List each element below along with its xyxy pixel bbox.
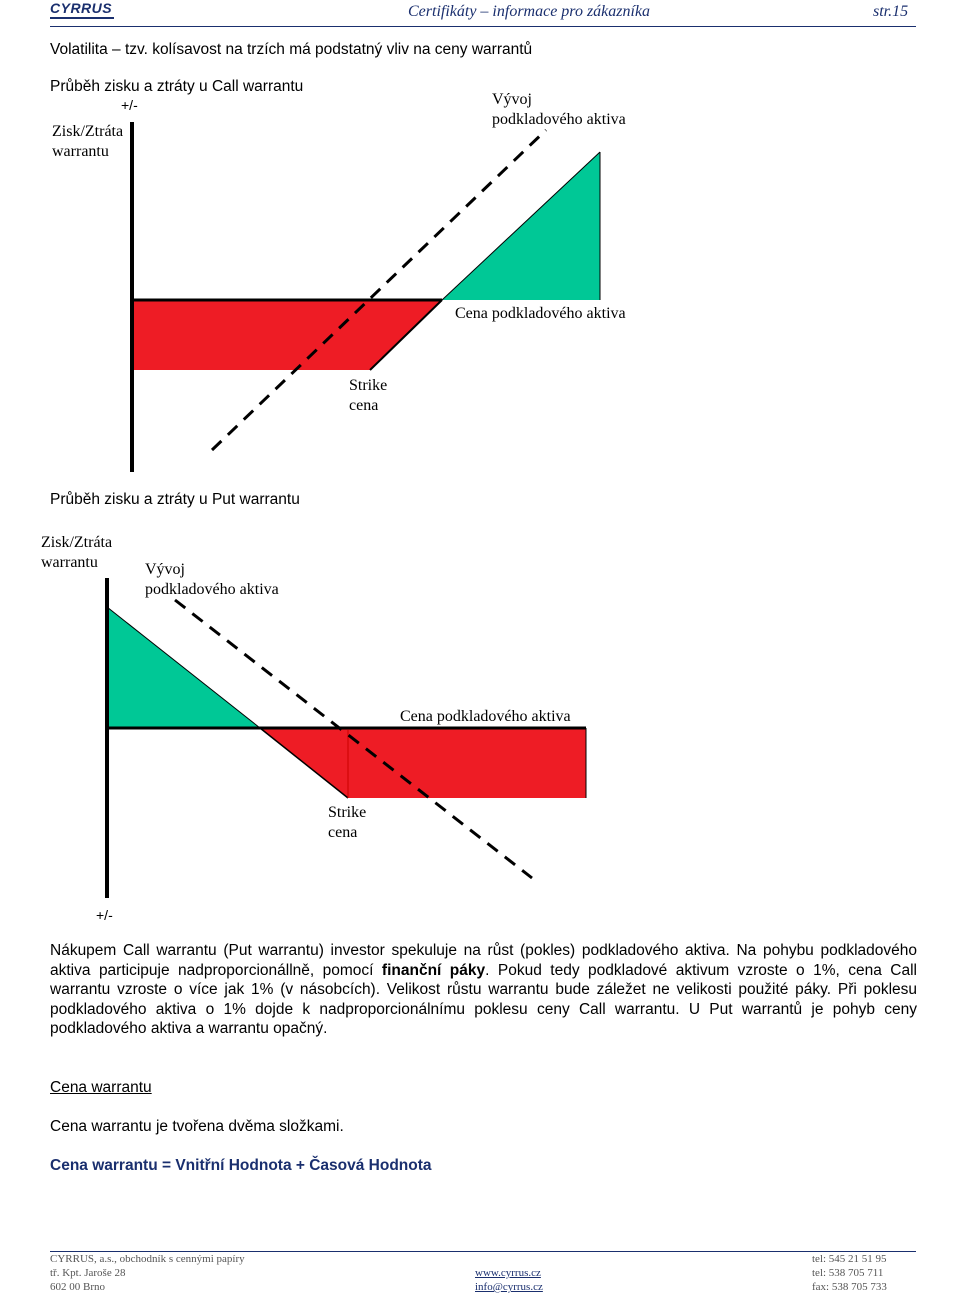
- header-title: Certifikáty – informace pro zákazníka: [408, 3, 651, 20]
- call-y-label-1: Zisk/Ztráta: [52, 123, 124, 140]
- put-y-label-1: Zisk/Ztráta: [41, 534, 113, 551]
- call-chart: [132, 122, 600, 472]
- footer-email-link[interactable]: info@cyrrus.cz: [475, 1281, 543, 1293]
- put-strike-label-2: cena: [328, 824, 358, 841]
- footer-divider: [50, 1251, 916, 1252]
- put-underlying-label-2: podkladového aktiva: [145, 581, 279, 598]
- footer-company: CYRRUS, a.s., obchodník s cennými papíry: [50, 1253, 245, 1265]
- paragraph-part-1: Nákupem Call warrantu (Put warrantu) investor spekuluje na růst (pokles) podkladového aktiva. Na pohybu podkladového aktiva participuje nadproporcionállně, pomocí: [50, 942, 917, 979]
- footer-fax: fax: 538 705 733: [812, 1281, 887, 1293]
- footer-tel-2: tel: 538 705 711: [812, 1267, 884, 1279]
- paragraph-part-2: . Pokud tedy podkladové aktivum vzroste o 1%, cena Call warrantu vzroste o více jak 1% (v násobcích). Velikost růstu warrantu bude záležet ne velikosti použité páky. Při poklesu podkladového aktiva o 1% dojde k nadproporcionálnímu poklesu ceny Call warrantu. U Put warrantů je pohyb ceny podkladového aktiva a warrantu opačný.: [50, 961, 917, 1037]
- put-pm-label: +/-: [96, 907, 113, 923]
- call-strike-label-2: cena: [349, 397, 379, 414]
- call-chart-heading: Průběh zisku a ztráty u Call warrantu: [50, 78, 304, 95]
- put-underlying-label-1: Vývoj: [145, 561, 185, 578]
- put-chart-heading: Průběh zisku a ztráty u Put warrantu: [50, 491, 300, 508]
- call-underlying-label-2: podkladového aktiva: [492, 111, 626, 128]
- section-heading: Cena warrantu: [50, 1079, 152, 1096]
- footer-street: tř. Kpt. Jaroše 28: [50, 1267, 126, 1279]
- call-pm-label: +/-: [121, 97, 138, 113]
- footer-city: 602 00 Brno: [50, 1281, 105, 1293]
- put-y-label-2: warrantu: [41, 554, 98, 571]
- call-strike-label-1: Strike: [349, 377, 388, 394]
- put-strike-label-1: Strike: [328, 804, 367, 821]
- call-loss-area: [132, 300, 442, 370]
- logo-text: CYRRUS: [50, 0, 113, 16]
- put-price-label: Cena podkladového aktiva: [400, 708, 571, 725]
- call-underlying-label-1: Vývoj: [492, 91, 532, 108]
- put-loss-area: [260, 728, 586, 798]
- paragraph-bold-term: finanční páky: [381, 961, 486, 979]
- footer-web-link[interactable]: www.cyrrus.cz: [475, 1267, 541, 1279]
- section-text: Cena warrantu je tvořena dvěma složkami.: [50, 1118, 344, 1135]
- price-formula: Cena warrantu = Vnitřní Hodnota + Časová Hodnota: [50, 1157, 432, 1174]
- call-y-label-2: warrantu: [52, 143, 109, 160]
- explanation-paragraph: [50, 941, 917, 1039]
- call-price-label: Cena podkladového aktiva: [455, 305, 626, 322]
- put-chart: [107, 578, 586, 898]
- footer-tel-1: tel: 545 21 51 95: [812, 1253, 887, 1265]
- intro-text: Volatilita – tzv. kolísavost na trzích má podstatný vliv na ceny warrantů: [50, 41, 533, 58]
- page-number: str.15: [873, 3, 909, 20]
